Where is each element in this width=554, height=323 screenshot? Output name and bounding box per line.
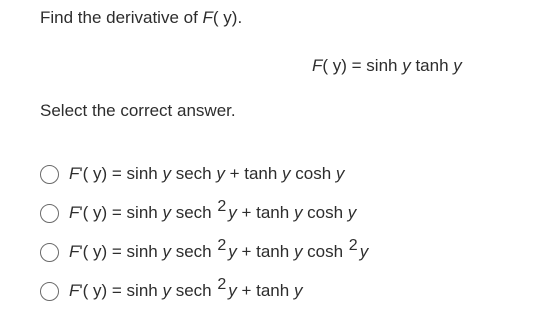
option-variable: y [162, 164, 171, 183]
option-variable: y [228, 202, 237, 222]
option-variable: y [293, 241, 303, 261]
answer-option-4[interactable] [40, 277, 368, 305]
option-variable: y [335, 164, 345, 183]
option-exponent: 2 [217, 236, 227, 254]
option-variable: y [347, 202, 357, 222]
option-function-argument: '( y) [79, 241, 108, 261]
option-variable: y [162, 280, 171, 300]
formula-tanh: tanh [410, 56, 454, 75]
prompt-function-argument: ( y). [212, 8, 243, 27]
option-term: cosh [302, 241, 348, 261]
option-function-argument: '( y) [79, 202, 108, 222]
option-variable: y [162, 241, 171, 261]
option-term: = sinh [107, 202, 163, 222]
option-exponent: 2 [217, 197, 227, 215]
radio-button[interactable] [40, 243, 59, 262]
option-term: = sinh [107, 164, 163, 183]
option-term: + tanh [236, 202, 294, 222]
option-term: = sinh [107, 241, 163, 261]
option-label[interactable] [69, 164, 344, 184]
option-variable: y [359, 241, 369, 261]
answer-options [40, 160, 368, 316]
option-label[interactable] [69, 275, 303, 302]
formula-function-name: F [312, 56, 323, 75]
option-variable: y [228, 280, 237, 300]
formula-sinh: = sinh [346, 56, 403, 75]
answer-option-1[interactable] [40, 160, 368, 188]
option-term: + tanh [224, 164, 283, 183]
option-variable: y [216, 164, 225, 183]
option-function-argument: '( y) [79, 164, 108, 183]
option-function-name: F [69, 280, 80, 300]
option-variable: y [282, 164, 291, 183]
option-term: sech [170, 202, 217, 222]
formula-variable: y [453, 56, 462, 75]
question-prompt [40, 8, 242, 28]
radio-button[interactable] [40, 204, 59, 223]
option-term: cosh [302, 202, 348, 222]
formula-variable: y [402, 56, 411, 75]
option-term: + tanh [236, 241, 294, 261]
prompt-text: Find the derivative of [40, 8, 203, 27]
option-term: cosh [290, 164, 336, 183]
option-function-name: F [69, 202, 80, 222]
option-exponent: 2 [217, 275, 227, 293]
option-term: sech [170, 241, 217, 261]
option-term: = sinh [107, 280, 163, 300]
option-exponent: 2 [348, 236, 358, 254]
option-function-name: F [69, 241, 80, 261]
prompt-function-name: F [202, 8, 213, 27]
option-label[interactable] [69, 197, 357, 224]
answer-option-2[interactable] [40, 199, 368, 227]
option-term: + tanh [236, 280, 294, 300]
option-term: sech [170, 280, 217, 300]
answer-instruction: Select the correct answer. [40, 101, 236, 120]
answer-option-3[interactable] [40, 238, 368, 266]
option-function-name: F [69, 164, 80, 183]
option-function-argument: '( y) [79, 280, 108, 300]
given-function-formula [312, 56, 462, 76]
option-variable: y [162, 202, 171, 222]
option-term: sech [170, 164, 217, 183]
option-variable: y [293, 202, 303, 222]
radio-button[interactable] [40, 165, 59, 184]
radio-button[interactable] [40, 282, 59, 301]
option-variable: y [293, 280, 303, 300]
formula-function-argument: ( y) [322, 56, 347, 75]
option-variable: y [228, 241, 237, 261]
option-label[interactable] [69, 236, 369, 263]
